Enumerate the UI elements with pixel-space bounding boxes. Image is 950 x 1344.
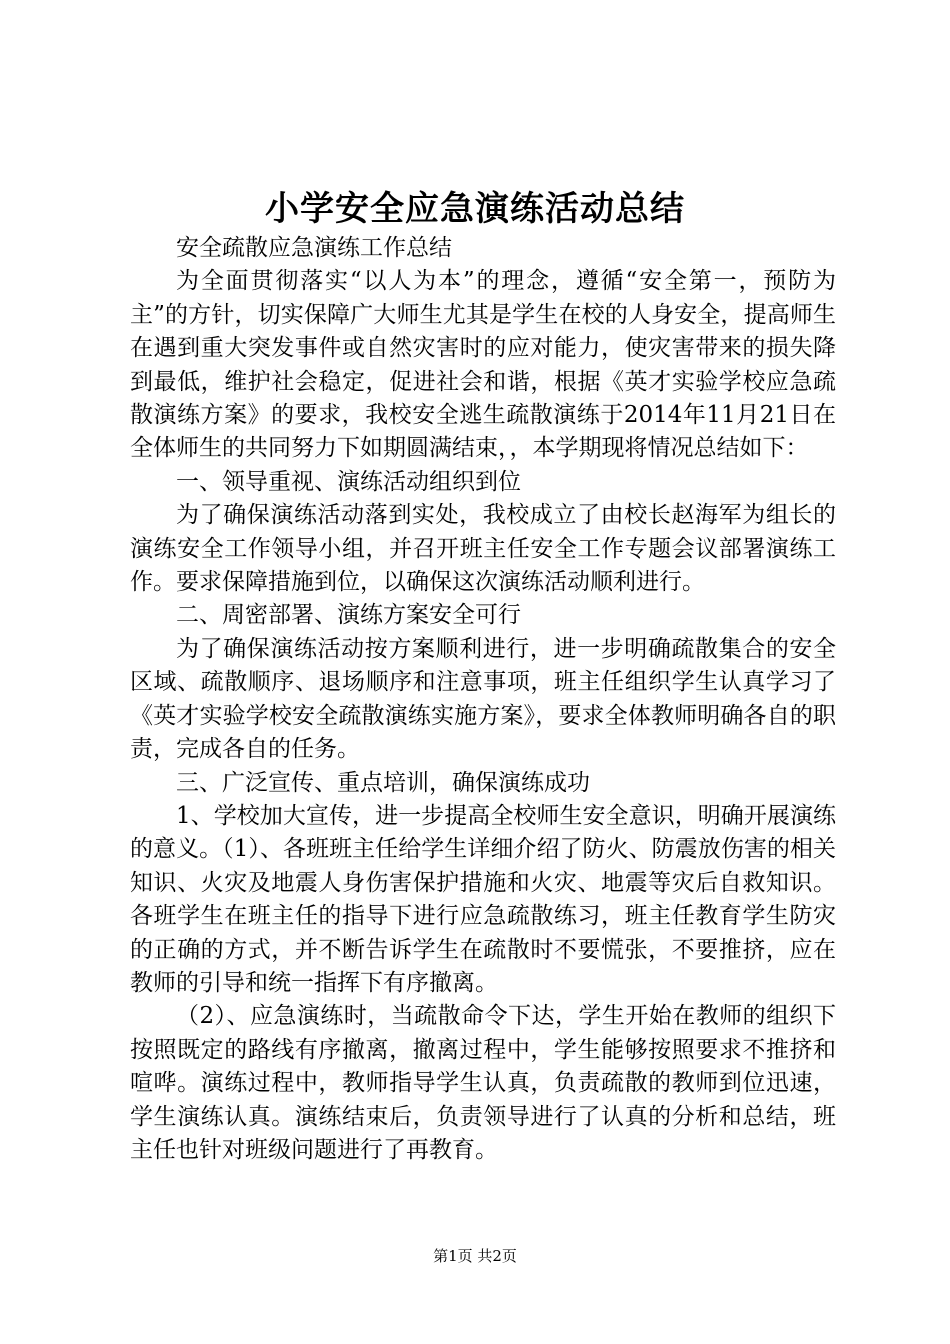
intro-paragraph: 为全面贯彻落实“以人为本”的理念，遵循“安全第一，预防为主”的方针，切实保障广大师生尤其是学生在校的人身安全，提高师生在遇到重大突发事件或自然灾害时的应对能力，使灾害带来的损失降到最低，维护社会稳定，促进社会和谐，根据《英才实验学校应急疏散演练方案》的要求，我校安全逃生疏散演练于2014年11月21日在全体师生的共同努力下如期圆满结束，，本学期现将情况总结如下： — [130, 268, 836, 462]
section-paragraph-1: 为了确保演练活动落到实处，我校成立了由校长赵海军为组长的演练安全工作领导小组，并召开班主任安全工作专题会议部署演练工作。要求保障措施到位，以确保这次演练活动顺利进行。 — [130, 502, 836, 596]
section-paragraph-2: 为了确保演练活动按方案顺利进行，进一步明确疏散集合的安全区域、疏散顺序、退场顺序和注意事项，班主任组织学生认真学习了《英才实验学校安全疏散演练实施方案》，要求全体教师明确各自的职责，完成各自的任务。 — [130, 635, 836, 763]
section-paragraph-3a: 1、学校加大宣传，进一步提高全校师生安全意识，明确开展演练的意义。（1）、各班班主任给学生详细介绍了防火、防震放伤害的相关知识、火灾及地震人身伤害保护措施和火灾、地震等灾后自救知识。各班学生在班主任的指导下进行应急疏散练习，班主任教育学生防灾的正确的方式，并不断告诉学生在疏散时不要慌张，不要推挤，应在教师的引导和统一指挥下有序撤离。 — [130, 802, 836, 996]
section-heading-2: 二、周密部署、演练方案安全可行 — [176, 602, 521, 629]
document-body — [130, 232, 836, 1167]
document-title: 小学安全应急演练活动总结 — [265, 189, 685, 229]
page-number-footer: 第1页 共2页 — [433, 1247, 517, 1265]
section-subtitle: 安全疏散应急演练工作总结 — [176, 235, 452, 261]
section-paragraph-3b: （2）、应急演练时，当疏散命令下达，学生开始在教师的组织下按照既定的路线有序撤离，撤离过程中，学生能够按照要求不推挤和喧哗。演练过程中，教师指导学生认真，负责疏散的教师到位迅速，学生演练认真。演练结束后，负责领导进行了认真的分析和总结，班主任也针对班级问题进行了再教育。 — [130, 1003, 836, 1163]
section-heading-3: 三、广泛宣传、重点培训，确保演练成功 — [176, 769, 590, 796]
section-heading-1: 一、领导重视、演练活动组织到位 — [176, 468, 521, 495]
